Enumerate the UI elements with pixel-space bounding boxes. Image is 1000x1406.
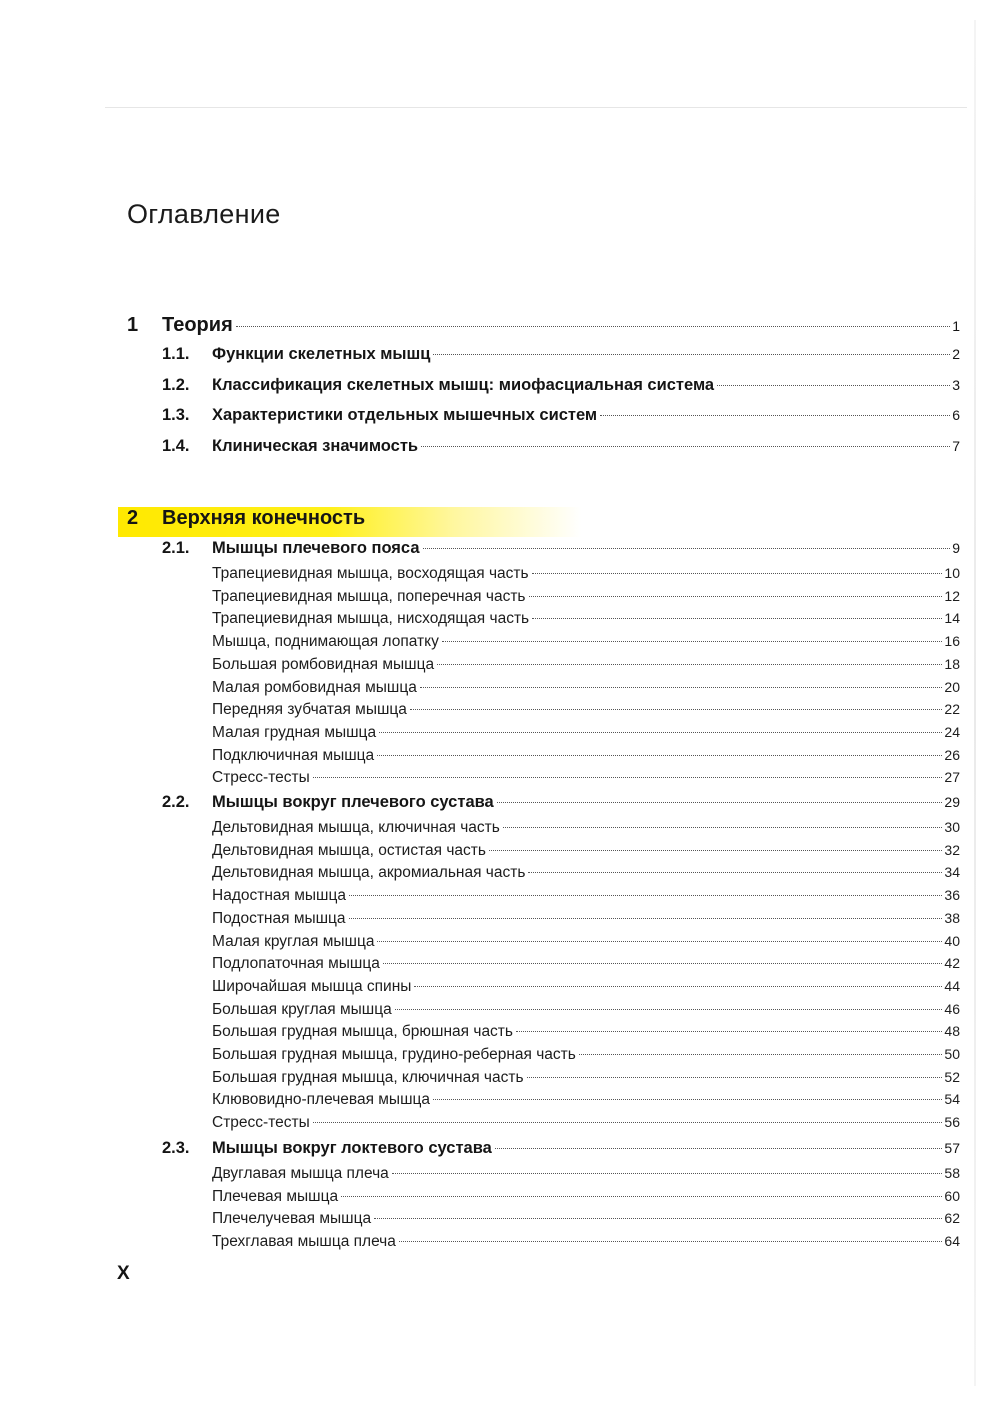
toc-entry[interactable]	[212, 1114, 960, 1136]
toc-entry[interactable]	[212, 701, 960, 723]
leader-dots	[600, 415, 950, 416]
leader-dots	[579, 1054, 943, 1055]
entry-title: Широчайшая мышца спины	[212, 977, 412, 995]
entry-page: 38	[944, 909, 960, 926]
toc-entry[interactable]	[212, 1069, 960, 1091]
entry-title: Трапециевидная мышца, поперечная часть	[212, 587, 526, 605]
entry-title: Плечелучевая мышца	[212, 1210, 372, 1228]
chapter-title: Верхняя конечность	[162, 507, 366, 529]
leader-dots	[421, 446, 950, 447]
entry-page: 46	[944, 1000, 960, 1017]
top-rule	[105, 107, 967, 108]
leader-dots	[383, 963, 943, 964]
entry-title: Надостная мышца	[212, 887, 346, 905]
leader-dots	[410, 709, 943, 710]
toc-entry[interactable]	[212, 1188, 960, 1210]
entry-title: Дельтовидная мышца, ключичная часть	[212, 819, 500, 836]
entry-page: 56	[944, 1114, 960, 1131]
toc-entry[interactable]	[212, 978, 960, 1000]
toc-entry[interactable]	[212, 724, 960, 746]
entry-title: Двуглавая мышца плеча	[212, 1165, 389, 1182]
entry-page: 54	[944, 1091, 960, 1108]
section-page: 57	[944, 1140, 960, 1156]
toc-section[interactable]	[162, 1139, 960, 1163]
leader-dots	[377, 755, 942, 756]
entry-title: Большая ромбовидная мышца	[212, 655, 435, 673]
leader-dots	[395, 1009, 943, 1010]
entry-title: Мышца, поднимающая лопатку	[212, 633, 439, 651]
entry-page: 60	[944, 1187, 960, 1204]
entry-title: Стресс-тесты	[212, 1114, 310, 1132]
leader-dots	[437, 664, 942, 665]
toc-entry[interactable]	[212, 1091, 960, 1113]
leader-dots	[392, 1173, 943, 1174]
section-title: Классификация скелетных мышц: миофасциальная система	[212, 376, 715, 394]
chapter-number: 1	[127, 314, 139, 336]
entry-page: 16	[944, 633, 960, 650]
entry-page: 34	[944, 864, 960, 881]
entry-page: 26	[944, 746, 960, 763]
toc-entry[interactable]	[212, 656, 960, 678]
toc-chapter[interactable]	[118, 507, 960, 537]
entry-title: Подключичная мышца	[212, 746, 375, 764]
entry-title: Подостная мышца	[212, 909, 346, 927]
leader-dots	[313, 1122, 943, 1123]
chapter-number: 2	[127, 507, 139, 529]
section-number: 2.1.	[162, 539, 190, 557]
toc-chapter[interactable]	[127, 314, 960, 344]
page-title: Оглавление	[127, 199, 281, 229]
leader-dots	[423, 548, 951, 549]
entry-page: 50	[944, 1046, 960, 1062]
entry-page: 18	[944, 655, 960, 672]
toc-entry[interactable]	[212, 887, 960, 909]
entry-title: Клювовидно-плечевая мышца	[212, 1091, 431, 1109]
section-page: 3	[952, 377, 960, 393]
entry-title: Подлопаточная мышца	[212, 955, 380, 973]
entry-page: 27	[944, 769, 960, 786]
toc-entry[interactable]	[212, 955, 960, 977]
entry-page: 10	[944, 565, 960, 581]
entry-page: 14	[944, 610, 960, 627]
leader-dots	[717, 385, 950, 386]
toc-entry[interactable]	[212, 679, 960, 701]
toc-section[interactable]	[162, 345, 960, 369]
section-page: 2	[952, 346, 960, 362]
entry-page: 48	[944, 1023, 960, 1040]
leader-dots	[503, 827, 943, 828]
entry-title: Большая грудная мышца, грудино-реберная часть	[212, 1046, 576, 1063]
leader-dots	[489, 850, 942, 851]
entry-page: 12	[944, 587, 960, 604]
entry-title: Большая круглая мышца	[212, 1000, 392, 1018]
entry-page: 64	[944, 1233, 960, 1250]
toc-entry[interactable]	[212, 842, 960, 864]
toc-entry[interactable]	[212, 747, 960, 769]
section-page: 9	[952, 540, 960, 556]
toc-section[interactable]	[162, 539, 960, 563]
section-page: 29	[944, 794, 960, 810]
leader-dots	[313, 777, 943, 778]
toc-entry[interactable]	[212, 1233, 960, 1255]
toc-section[interactable]	[162, 437, 960, 461]
toc-entry[interactable]	[212, 864, 960, 886]
leader-dots	[349, 895, 942, 896]
entry-title: Малая ромбовидная мышца	[212, 678, 417, 696]
leader-dots	[414, 986, 942, 987]
leader-dots	[528, 872, 942, 873]
entry-page: 30	[944, 819, 960, 835]
entry-title: Большая грудная мышца, брюшная часть	[212, 1023, 513, 1041]
section-page: 7	[952, 438, 960, 454]
entry-page: 40	[944, 932, 960, 949]
toc-entry[interactable]	[212, 610, 960, 632]
section-number: 2.3.	[162, 1139, 190, 1157]
toc-entry[interactable]	[212, 769, 960, 791]
section-title: Характеристики отдельных мышечных систем	[212, 406, 598, 424]
entry-title: Трехглавая мышца плеча	[212, 1233, 396, 1251]
toc-entry[interactable]	[212, 819, 960, 841]
leader-dots	[497, 802, 943, 803]
leader-dots	[527, 1077, 943, 1078]
entry-page: 44	[944, 977, 960, 994]
section-number: 1.1.	[162, 345, 190, 363]
leader-dots	[349, 918, 943, 919]
toc-entry[interactable]	[212, 1023, 960, 1045]
entry-title: Трапециевидная мышца, нисходящая часть	[212, 610, 530, 628]
section-title: Клиническая значимость	[212, 437, 419, 455]
leader-dots	[516, 1031, 942, 1032]
entry-page: 32	[944, 841, 960, 858]
toc-section[interactable]	[162, 376, 960, 400]
page-number: X	[117, 1263, 130, 1284]
leader-dots	[442, 641, 943, 642]
chapter-title: Теория	[162, 314, 233, 336]
toc-section[interactable]	[162, 793, 960, 817]
toc-entry[interactable]	[212, 1046, 960, 1068]
chapter-page: 1	[952, 318, 960, 334]
toc-entry[interactable]	[212, 1210, 960, 1232]
leader-dots	[374, 1218, 942, 1219]
entry-title: Малая грудная мышца	[212, 723, 377, 741]
entry-title: Большая грудная мышца, ключичная часть	[212, 1068, 524, 1086]
section-number: 2.2.	[162, 793, 190, 811]
toc-entry[interactable]	[212, 933, 960, 955]
entry-title: Передняя зубчатая мышца	[212, 701, 407, 719]
entry-page: 62	[944, 1210, 960, 1227]
entry-title: Стресс-тесты	[212, 769, 310, 787]
section-page: 6	[952, 407, 960, 423]
toc-section[interactable]	[162, 406, 960, 430]
leader-dots	[420, 687, 943, 688]
entry-title: Малая круглая мышца	[212, 932, 375, 950]
entry-page: 20	[944, 678, 960, 695]
leader-dots	[433, 1099, 942, 1100]
entry-page: 24	[944, 723, 960, 740]
leader-dots	[433, 354, 950, 355]
toc-entry[interactable]	[212, 565, 960, 587]
page-edge-shadow	[974, 20, 976, 1386]
toc-entry[interactable]	[212, 633, 960, 655]
leader-dots	[379, 732, 942, 733]
toc-entry[interactable]	[212, 588, 960, 610]
entry-title: Дельтовидная мышца, остистая часть	[212, 841, 486, 859]
toc-entry[interactable]	[212, 1165, 960, 1187]
entry-page: 42	[944, 955, 960, 972]
entry-page: 58	[944, 1165, 960, 1181]
leader-dots	[529, 596, 943, 597]
entry-title: Дельтовидная мышца, акромиальная часть	[212, 864, 526, 882]
section-number: 1.3.	[162, 406, 190, 424]
section-title: Мышцы плечевого пояса	[212, 539, 420, 557]
entry-title: Плечевая мышца	[212, 1187, 339, 1205]
section-number: 1.2.	[162, 376, 190, 394]
leader-dots	[532, 618, 942, 619]
leader-dots	[399, 1241, 943, 1242]
section-number: 1.4.	[162, 437, 190, 455]
leader-dots	[377, 941, 942, 942]
leader-dots	[532, 573, 943, 574]
leader-dots	[495, 1148, 943, 1149]
entry-page: 22	[944, 701, 960, 718]
entry-page: 52	[944, 1068, 960, 1085]
leader-dots	[368, 519, 958, 520]
toc-entry[interactable]	[212, 910, 960, 932]
toc-entry[interactable]	[212, 1001, 960, 1023]
leader-dots	[236, 326, 950, 327]
leader-dots	[341, 1196, 942, 1197]
section-title: Мышцы вокруг локтевого сустава	[212, 1139, 492, 1157]
entry-page: 36	[944, 887, 960, 904]
section-title: Мышцы вокруг плечевого сустава	[212, 793, 494, 811]
entry-title: Трапециевидная мышца, восходящая часть	[212, 565, 529, 582]
section-title: Функции скелетных мышц	[212, 345, 431, 363]
